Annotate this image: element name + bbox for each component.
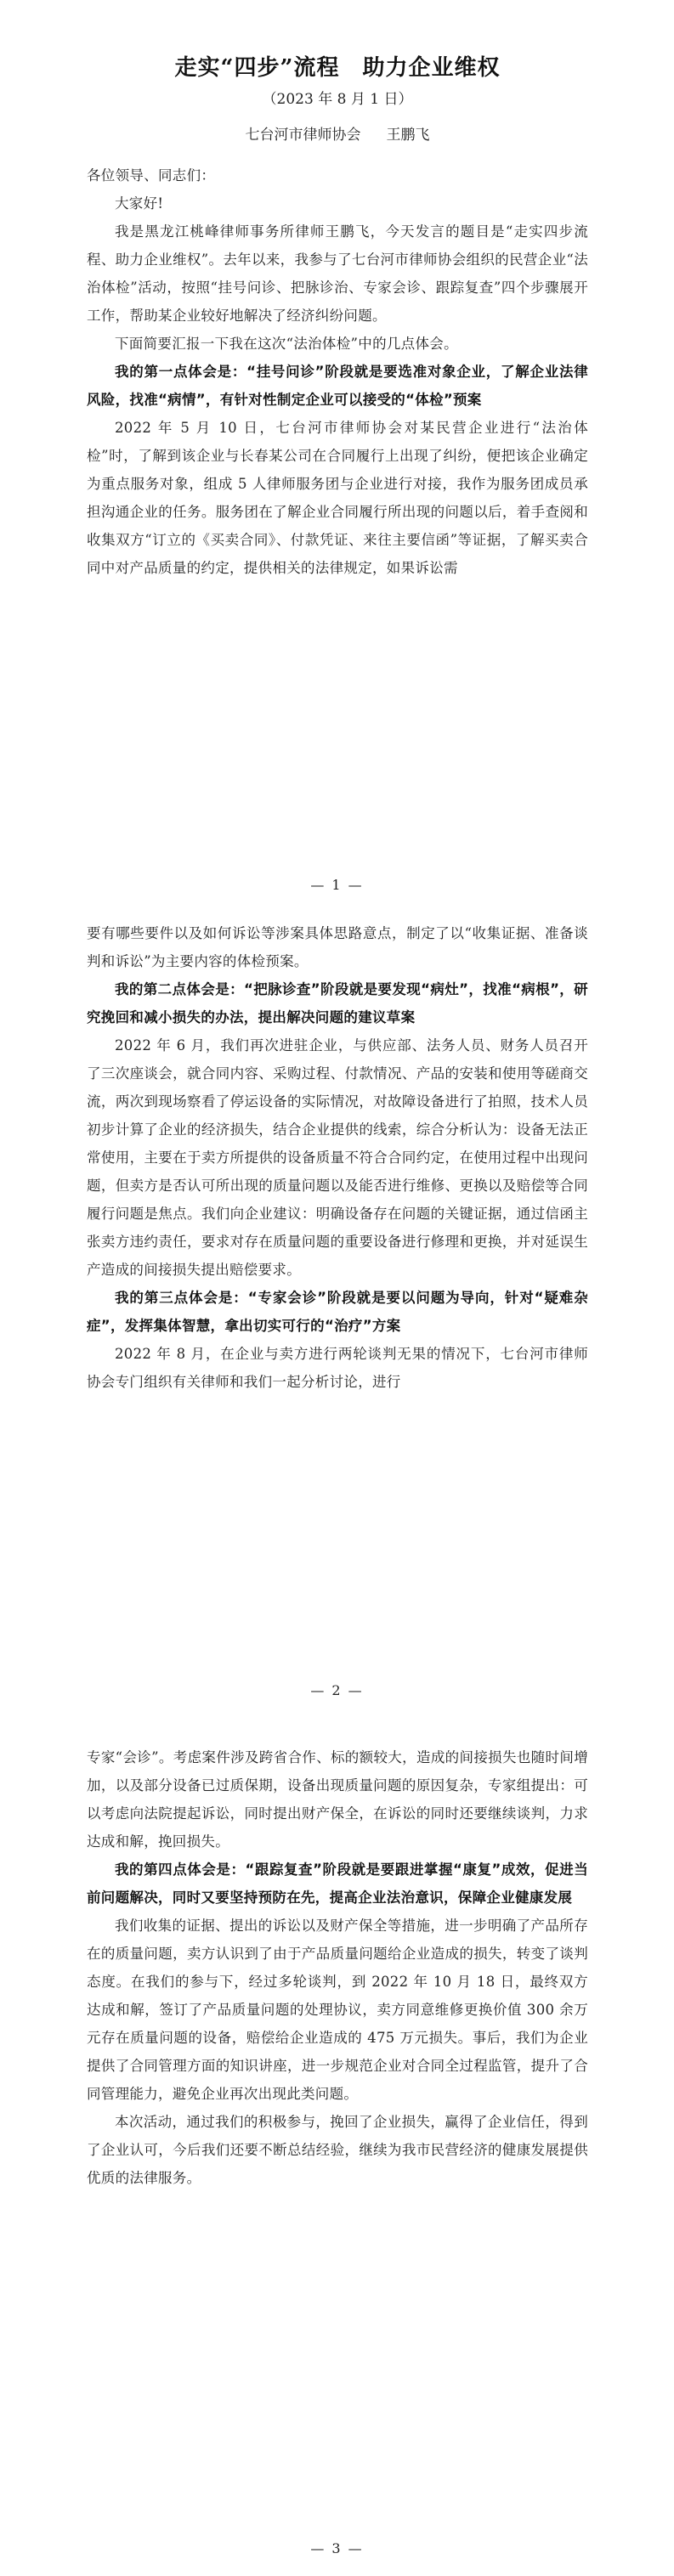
author-line: [87, 124, 588, 146]
page-3: [0, 1725, 674, 2576]
point-4-heading: 我的第四点体会是：“跟踪复查”阶段就是要跟进掌握“康复”成效，促进当前问题解决，同时又要坚持预防在先，提高企业法治意识，保障企业健康发展: [87, 1861, 588, 1906]
page-1-content: [87, 53, 588, 582]
point-1-heading: 我的第一点体会是：“挂号问诊”阶段就是要选准对象企业，了解企业法律风险，找准“病情”，有针对性制定企业可以接受的“体检”预案: [87, 364, 588, 408]
document-title: 走实“四步”流程 助力企业维权: [174, 55, 501, 81]
point-4-body: 我们收集的证据、提出的诉讼以及财产保全等措施，进一步明确了产品所存在的质量问题，卖方认识到了由于产品质量问题给企业造成的损失，转变了谈判态度。在我们的参与下，经过多轮谈判，到 2022 年 10 月 18 日，最终双方达成和解，签订了产品质量问题的处理协议，卖方同意维修更换价值 300 余万元存在质量问题的设备，赔偿给企业造成的 475 万元损失。事后，我们为企业提供了合同管理方面的知识讲座，进一步规范企业对合同全过程监管，提升了合同管理能力，避免企业再次出现此类问题。: [87, 1918, 588, 2102]
page-2: [0, 901, 674, 1750]
greeting: 大家好!: [115, 195, 164, 212]
point-3-continuation: 专家“会诊”。考虑案件涉及跨省合作、标的额较大，造成的间接损失也随时间增加，以及部分设备已过质保期，设备出现质量问题的原因复杂，专家组提出：可以考虑向法院提起诉讼，同时提出财产保全，在诉讼的同时还要继续谈判，力求达成和解，挽回损失。: [87, 1749, 588, 1850]
point-1-continuation: 要有哪些要件以及如何诉讼等涉案具体思路意点，制定了以“收集证据、准备谈判和诉讼”为主要内容的体检预案。: [87, 925, 588, 969]
intro-summary: 下面简要汇报一下我在这次“法治体检”中的几点体会。: [115, 336, 458, 352]
closing-paragraph: 本次活动，通过我们的积极参与，挽回了企业损失，赢得了企业信任，得到了企业认可，今后我们还要不断总结经验，继续为我市民营经济的健康发展提供优质的法律服务。: [87, 2114, 588, 2186]
author-name: 王鹏飞: [386, 127, 430, 144]
point-2-heading: 我的第二点体会是：“把脉诊查”阶段就是要发现“病灶”，找准“病根”，研究挽回和减小损失的办法，提出解决问题的建议草案: [87, 981, 588, 1025]
page-1: [0, 0, 674, 893]
page-number-1: — 1 —: [310, 877, 364, 893]
point-1-body: 2022 年 5 月 10 日，七台河市律师协会对某民营企业进行“法治体检”时，了解到该企业与长春某公司在合同履行上出现了纠纷，便把该企业确定为重点服务对象，组成 5 人律师服务团与企业进行对接，我作为服务团成员承担沟通企业的任务。服务团在了解企业合同履行所出现的问题以后，着手查阅和收集双方“订立的《买卖合同》、付款凭证、来往主要信函”等证据，了解买卖合同中对产品质量的约定，提供相关的法律规定，如果诉讼需: [87, 420, 588, 576]
organization-name: 七台河市律师协会: [245, 127, 361, 144]
page-number-3: — 3 —: [310, 2540, 364, 2556]
point-2-body: 2022 年 6 月，我们再次进驻企业，与供应部、法务人员、财务人员召开了三次座谈会，就合同内容、采购过程、付款情况、产品的安装和使用等磋商交流，两次到现场察看了停运设备的实际情况，对故障设备进行了拍照，技术人员初步计算了企业的经济损失，结合企业提供的线索，综合分析认为：设备无法正常使用，主要在于卖方所提供的设备质量不符合合同约定，在使用过程中出现问题，但卖方是否认可所出现的质量问题以及能否进行维修、更换以及赔偿等合同履行问题是焦点。我们向企业建议：明确设备存在问题的关键证据，通过信函主张卖方违约责任，要求对存在质量问题的重要设备进行修理和更换，并对延误生产造成的间接损失提出赔偿要求。: [87, 1037, 588, 1278]
point-3-body: 2022 年 8 月，在企业与卖方进行两轮谈判无果的情况下，七台河市律师协会专门组织有关律师和我们一起分析讨论，进行: [87, 1346, 588, 1390]
point-3-heading: 我的第三点体会是：“专家会诊”阶段就是要以问题为导向，针对“疑难杂症”，发挥集体智慧，拿出切实可行的“治疗”方案: [87, 1290, 588, 1334]
page-3-content: [87, 1743, 588, 2192]
salutation: 各位领导、同志们：: [87, 167, 216, 184]
page-2-content: [87, 919, 588, 1396]
document-date: （2023 年 8 月 1 日）: [262, 91, 413, 108]
intro-paragraph: 我是黑龙江桃峰律师事务所律师王鹏飞，今天发言的题目是“走实四步流程、助力企业维权”。去年以来，我参与了七台河市律师协会组织的民营企业“法治体检”活动，按照“挂号问诊、把脉诊治、专家会诊、跟踪复查”四个步骤展开工作，帮助某企业较好地解决了经济纠纷问题。: [87, 223, 588, 324]
page-number-2: — 2 —: [310, 1682, 364, 1698]
